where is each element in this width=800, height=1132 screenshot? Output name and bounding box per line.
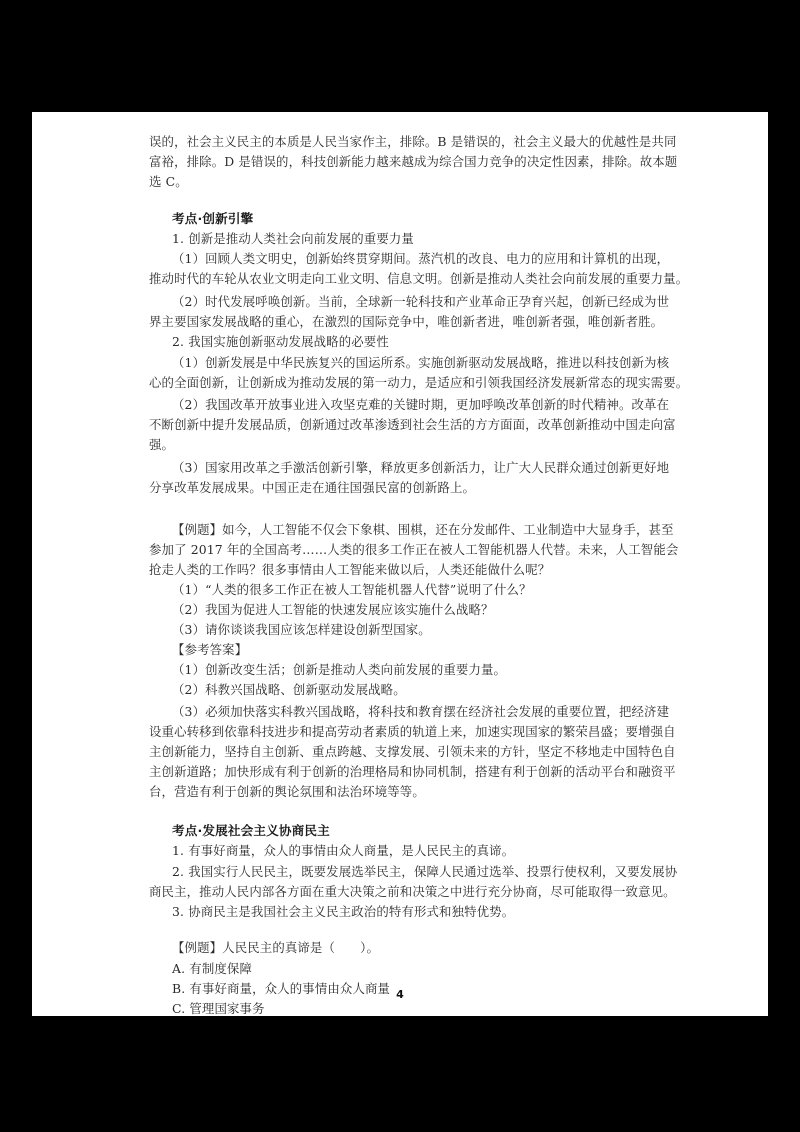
answer-item: （1）创新改变生活；创新是推动人类向前发展的重要力量。 xyxy=(172,662,507,677)
text-line: 商民主，推动人民内部各方面在重大决策之前和决策之中进行充分协商，尽可能取得一致意见。 xyxy=(149,884,676,899)
text-line: （3）国家用改革之手激活创新引擎，释放更多创新活力，让广大人民群众通过创新更好地 xyxy=(172,460,670,475)
example-question-text: 【例题】如今，人工智能不仅会下象棋、围棋，还在分发邮件、工业制造中大显身手，甚至 xyxy=(172,522,674,537)
option-b: B. 有事好商量，众人的事情由众人商量 xyxy=(172,981,391,996)
text-line: 主创新能力，坚持自主创新、重点跨越、支撑发展、引领未来的方针，坚定不移地走中国特色自 xyxy=(149,744,676,759)
text-line: （1）创新发展是中华民族复兴的国运所系。实施创新驱动发展战略，推进以科技创新为核 xyxy=(172,355,670,370)
text-line: 界主要国家发展战略的重心，在激烈的国际竞争中，唯创新者进，唯创新者强，唯创新者胜。 xyxy=(149,314,664,329)
answer-item: （2）科教兴国战略、创新驱动发展战略。 xyxy=(172,682,406,697)
text-line: 误的，社会主义民主的本质是人民当家作主，排除。B 是错误的，社会主义最大的优越性是共同 xyxy=(149,134,677,149)
section-heading-innovation-engine: 考点·创新引擎 xyxy=(172,211,254,226)
text-line: 富裕，排除。D 是错误的，科技创新能力越来越成为综合国力竞争的决定性因素，排除。故本题 xyxy=(149,154,678,169)
text-line: 主创新道路；加快形成有利于创新的治理格局和协同机制，搭建有利于创新的活动平台和融资平 xyxy=(149,764,676,779)
text-line: 分享改革发展成果。中国正走在通往国强民富的创新路上。 xyxy=(149,480,476,495)
page-content xyxy=(32,112,768,1016)
option-c: C. 管理国家事务 xyxy=(172,1001,265,1016)
text-line: 选 C。 xyxy=(149,174,188,189)
option-a: A. 有制度保障 xyxy=(172,961,252,976)
text-line: 台，营造有利于创新的舆论氛围和法治环境等等。 xyxy=(149,784,425,799)
text-line: 3. 协商民主是我国社会主义民主政治的特有形式和独特优势。 xyxy=(172,904,515,919)
text-line: 心的全面创新，让创新成为推动发展的第一动力，是适应和引领我国经济发展新常态的现实需要。 xyxy=(149,375,689,390)
question-item: （1）“人类的很多工作正在被人工智能机器人代替”说明了什么？ xyxy=(172,582,532,597)
text-line: （2）我国改革开放事业进入攻坚克难的关键时期，更加呼唤改革创新的时代精神。改革在 xyxy=(172,397,670,412)
text-line: 参加了 2017 年的全国高考……人类的很多工作正在被人工智能机器人代替。未来，人工智能会 xyxy=(149,542,679,557)
text-line: 不断创新中提升发展品质，创新通过改革渗透到社会生活的方方面面，改革创新推动中国走向富 xyxy=(149,417,676,432)
question-item: （2）我国为促进人工智能的快速发展应该实施什么战略？ xyxy=(172,602,494,617)
example-question-text: 【例题】人民民主的真谛是（ ）。 xyxy=(172,940,379,955)
question-item: （3）请你谈谈我国应该怎样建设创新型国家。 xyxy=(172,622,431,637)
text-line: （1）回顾人类文明史，创新始终贯穿期间。蒸汽机的改良、电力的应用和计算机的出现， xyxy=(172,251,670,266)
text-line: 推动时代的车轮从农业文明走向工业文明、信息文明。创新是推动人类社会向前发展的重要力量。 xyxy=(149,271,689,286)
text-line: 2. 我国实施创新驱动发展战略的必要性 xyxy=(172,334,389,349)
answer-label: 【参考答案】 xyxy=(172,642,248,657)
text-line: （2）时代发展呼唤创新。当前，全球新一轮科技和产业革命正孕育兴起，创新已经成为世 xyxy=(172,294,670,309)
text-line: 1. 创新是推动人类社会向前发展的重要力量 xyxy=(172,231,414,246)
section-heading-consultative-democracy: 考点·发展社会主义协商民主 xyxy=(172,823,330,838)
page-number: 4 xyxy=(396,988,404,1001)
text-line: 强。 xyxy=(149,437,175,452)
answer-item: （3）必须加快落实科教兴国战略，将科技和教育摆在经济社会发展的重要位置，把经济建 xyxy=(172,704,670,719)
text-line: 设重心转移到依靠科技进步和提高劳动者素质的轨道上来，加速实现国家的繁荣昌盛；要增强自 xyxy=(149,724,676,739)
text-line: 1. 有事好商量，众人的事情由众人商量，是人民民主的真谛。 xyxy=(172,843,515,858)
text-line: 2. 我国实行人民民主，既要发展选举民主，保障人民通过选举、投票行使权利，又要发展协 xyxy=(172,864,678,879)
text-line: 抢走人类的工作吗？很多事情由人工智能来做以后，人类还能做什么呢？ xyxy=(149,562,551,577)
document-page xyxy=(32,112,768,1016)
